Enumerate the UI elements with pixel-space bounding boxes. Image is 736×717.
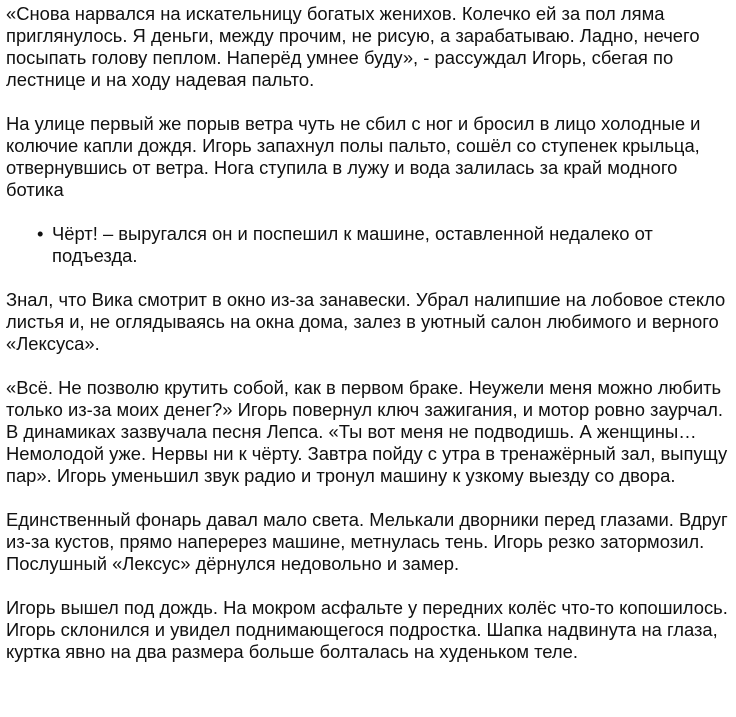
- bullet-list: [6, 223, 730, 267]
- paragraph-5: Единственный фонарь давал мало света. Мелькали дворники перед глазами. Вдруг из-за кустов, прямо наперерез машине, метнулась тень. Игорь резко затормозил. Послушный «Лексус» дёрнулся недовольно и замер.: [6, 509, 728, 574]
- paragraph-6: Игорь вышел под дождь. На мокром асфальте у передних колёс что-то копошилось. Игорь склонился и увидел поднимающегося подростка. Шапка надвинута на глаза, куртка явно на два размера больше болталась на худеньком теле.: [6, 597, 728, 662]
- list-item: • Чёрт! – выругался он и поспешил к машине, оставленной недалеко от подъезда.: [52, 223, 730, 267]
- paragraph-1: «Снова нарвался на искательницу богатых женихов. Колечко ей за пол ляма приглянулось. Я деньги, между прочим, не рисую, а зарабатываю. Ладно, нечего посыпать голову пеплом. Наперёд умнее буду», - рассуждал Игорь, сбегая по лестнице и на ходу надевая пальто.: [6, 3, 700, 90]
- paragraph-3: Знал, что Вика смотрит в окно из-за занавески. Убрал налипшие на лобовое стекло листья и, не оглядываясь на окна дома, залез в уютный салон любимого и верного «Лексуса».: [6, 289, 726, 354]
- paragraph-2: На улице первый же порыв ветра чуть не сбил с ног и бросил в лицо холодные и колючие капли дождя. Игорь запахнул полы пальто, сошёл со ступенек крыльца, отвернувшись от ветра. Нога ступила в лужу и вода залилась за край модного ботика: [6, 113, 701, 200]
- paragraph-4: «Всё. Не позволю крутить собой, как в первом браке. Неужели меня можно любить только из-за моих денег?» Игорь повернул ключ зажигания, и мотор ровно заурчал. В динамиках зазвучала песня Лепса. «Ты вот меня не подводишь. А женщины… Немолодой уже. Нервы ни к чёрту. Завтра пойду с утра в тренажёрный зал, выпущу пар». Игорь уменьшил звук радио и тронул машину к узкому выезду со двора.: [6, 377, 728, 486]
